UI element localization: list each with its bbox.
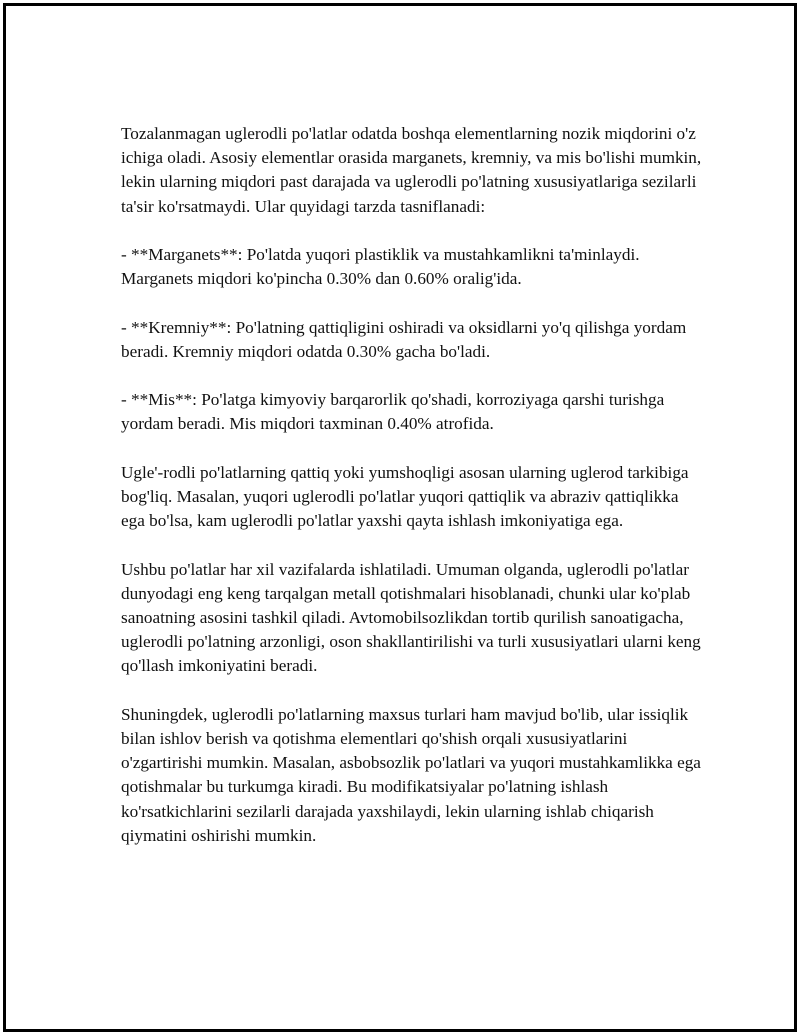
list-item-kremniy: - **Kremniy**: Po'latning qattiqligini oshiradi va oksidlarni yo'q qilishga yordam beradi. Kremniy miqdori odatda 0.30% gacha bo'ladi. <box>121 317 687 361</box>
document-body <box>121 122 706 848</box>
list-item-mis: - **Mis**: Po'latga kimyoviy barqarorlik qo'shadi, korroziyaga qarshi turishga yordam beradi. Mis miqdori taxminan 0.40% atrofida. <box>121 390 665 434</box>
paragraph-hardness: Ugle'-rodli po'latlarning qattiq yoki yumshoqligi asosan ularning uglerod tarkibiga bog'liq. Masalan, yuqori uglerodli po'latlar yuqori qattiqlik va abraziv qattiqlikka ega bo'lsa, kam uglerodli po'latlar yaxshi qayta ishlash imkoniyatiga ega. <box>121 462 689 531</box>
page-frame <box>3 3 797 1032</box>
list-item-marganets: - **Marganets**: Po'latda yuqori plastiklik va mustahkamlikni ta'minlaydi. Marganets miqdori ko'pincha 0.30% dan 0.60% oralig'ida. <box>121 245 640 289</box>
paragraph-special-types: Shuningdek, uglerodli po'latlarning maxsus turlari ham mavjud bo'lib, ular issiqlik bilan ishlov berish va qotishma elementlari qo'shish orqali xususiyatlarini o'zgartirishi mumkin. Masalan, asbobsozlik po'latlari va yuqori mustahkamlikka ega qotishmalar bu turkumga kiradi. Bu modifikatsiyalar po'latning ishlash ko'rsatkichlarini sezilarli darajada yaxshilaydi, lekin ularning ishlab chiqarish qiymatini oshirishi mumkin. <box>121 704 701 845</box>
paragraph-intro: Tozalanmagan uglerodli po'latlar odatda boshqa elementlarning nozik miqdorini o'z ichiga oladi. Asosiy elementlar orasida marganets, kremniy, va mis bo'lishi mumkin, lekin ularning miqdori past darajada va uglerodli po'latning xususiyatlariga sezilarli ta'sir ko'rsatmaydi. Ular quyidagi tarzda tasniflanadi: <box>121 124 702 216</box>
paragraph-usage: Ushbu po'latlar har xil vazifalarda ishlatiladi. Umuman olganda, uglerodli po'latlar dunyodagi eng keng tarqalgan metall qotishmalari hisoblanadi, chunki ular ko'plab sanoatning asosini tashkil qiladi. Avtomobilsozlikdan tortib qurilish sanoatigacha, uglerodli po'latning arzonligi, oson shakllantirilishi va turli xususiyatlari ularni keng qo'llash imkoniyatini beradi. <box>121 559 701 676</box>
